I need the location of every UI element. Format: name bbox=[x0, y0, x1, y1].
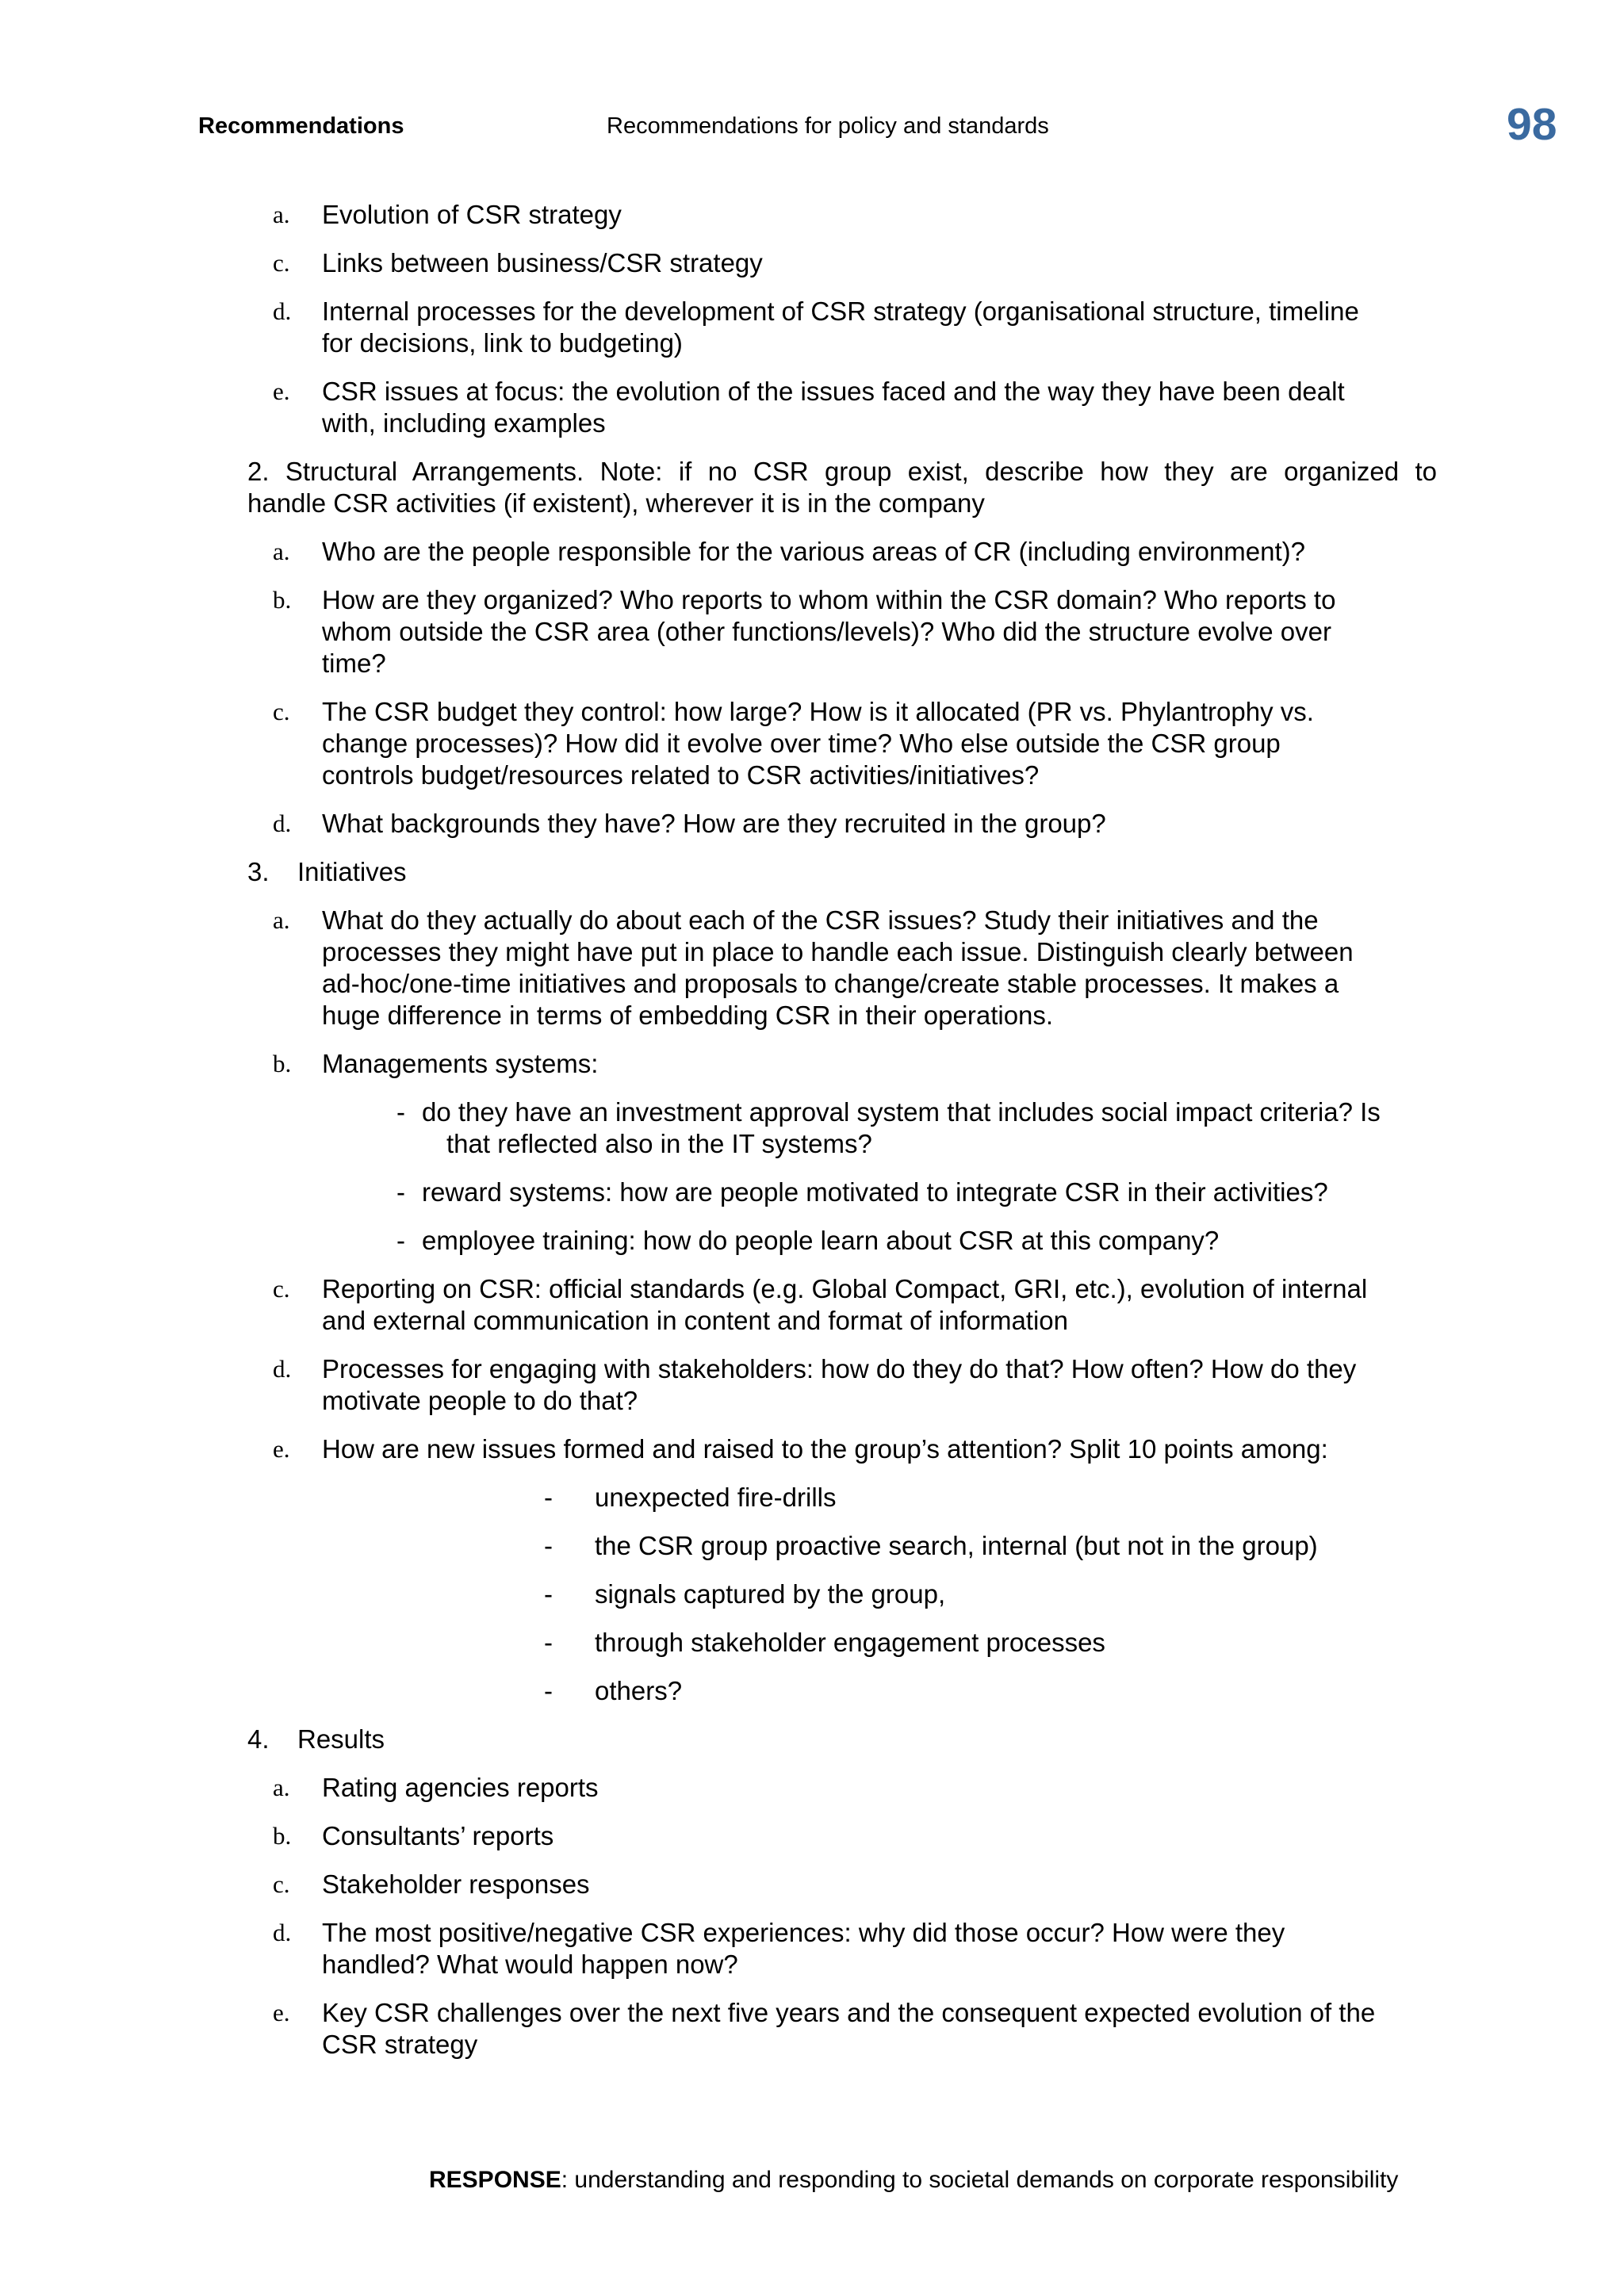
list-item-text: for decisions, link to budgeting) bbox=[322, 328, 683, 358]
section2-item-text: The CSR budget they control: how large? How is it allocated (PR vs. Phylantrophy vs. bbox=[322, 697, 1314, 726]
section4-item-marker: d. bbox=[273, 1919, 292, 1946]
sub-bullet-dash: - bbox=[544, 1579, 553, 1609]
section4-number: 4. bbox=[247, 1724, 270, 1754]
section2-item-text: whom outside the CSR area (other functions/levels)? Who did the structure evolve over bbox=[322, 617, 1331, 646]
section3-item-c-text: and external communication in content and format of information bbox=[322, 1306, 1069, 1335]
section2-heading: handle CSR activities (if existent), wherever it is in the company bbox=[247, 488, 985, 518]
section2-item-text: How are they organized? Who reports to whom within the CSR domain? Who reports to bbox=[322, 585, 1336, 614]
section2-item-text: What backgrounds they have? How are they recruited in the group? bbox=[322, 809, 1106, 838]
list-item-marker: e. bbox=[273, 377, 290, 405]
section3-item-d-text: motivate people to do that? bbox=[322, 1386, 638, 1415]
section2-item-text: time? bbox=[322, 649, 386, 678]
section4-title: Results bbox=[297, 1724, 385, 1754]
sub-bullet-dash: - bbox=[544, 1676, 553, 1705]
sub-bullet-text: signals captured by the group, bbox=[595, 1579, 946, 1609]
section3-item-a-marker: a. bbox=[273, 906, 290, 934]
sub-bullet-text: do they have an investment approval system that includes social impact criteria? Is bbox=[422, 1097, 1381, 1127]
section3-item-b-text: Managements systems: bbox=[322, 1049, 599, 1078]
section4-item-marker: e. bbox=[273, 1999, 290, 2026]
sub-bullet-text: that reflected also in the IT systems? bbox=[446, 1129, 872, 1158]
section3-number: 3. bbox=[247, 857, 270, 886]
list-item-text: CSR issues at focus: the evolution of the issues faced and the way they have been dealt bbox=[322, 377, 1345, 406]
section3-item-c-text: Reporting on CSR: official standards (e.g. Global Compact, GRI, etc.), evolution of internal bbox=[322, 1274, 1368, 1303]
section4-item-text: Stakeholder responses bbox=[322, 1869, 590, 1899]
section2-item-text: change processes)? How did it evolve over time? Who else outside the CSR group bbox=[322, 729, 1281, 758]
list-item-text: with, including examples bbox=[322, 408, 606, 438]
sub-bullet-dash: - bbox=[396, 1177, 405, 1207]
section4-item-marker: b. bbox=[273, 1822, 292, 1850]
section2-item-text: Who are the people responsible for the various areas of CR (including environment)? bbox=[322, 537, 1305, 566]
list-item-marker: d. bbox=[273, 297, 292, 325]
sub-bullet-dash: - bbox=[544, 1628, 553, 1657]
section4-item-text: The most positive/negative CSR experiences: why did those occur? How were they bbox=[322, 1918, 1285, 1947]
section2-item-marker: d. bbox=[273, 809, 292, 837]
section4-item-marker: a. bbox=[273, 1774, 290, 1801]
section4-item-text: Rating agencies reports bbox=[322, 1773, 599, 1802]
sub-bullet-text: reward systems: how are people motivated to integrate CSR in their activities? bbox=[422, 1177, 1328, 1207]
list-item-text: Evolution of CSR strategy bbox=[322, 200, 622, 229]
section3-item-c-marker: c. bbox=[273, 1275, 290, 1303]
section3-item-b-marker: b. bbox=[273, 1050, 292, 1077]
sub-bullet-text: through stakeholder engagement processes bbox=[595, 1628, 1105, 1657]
page-number: 98 bbox=[1507, 99, 1557, 150]
list-item-marker: c. bbox=[273, 249, 290, 277]
section3-item-a-text: ad-hoc/one-time initiatives and proposals to change/create stable processes. It makes a bbox=[322, 969, 1339, 998]
sub-bullet-dash: - bbox=[544, 1483, 553, 1512]
footer bbox=[429, 2167, 1398, 2194]
sub-bullet-dash: - bbox=[396, 1226, 405, 1255]
sub-bullet-text: unexpected fire-drills bbox=[595, 1483, 837, 1512]
header-subsection: Recommendations for policy and standards bbox=[607, 113, 1049, 139]
sub-bullet-text: employee training: how do people learn about CSR at this company? bbox=[422, 1226, 1220, 1255]
section2-item-text: controls budget/resources related to CSR activities/initiatives? bbox=[322, 760, 1040, 790]
section3-item-a-text: processes they might have put in place to handle each issue. Distinguish clearly between bbox=[322, 937, 1354, 966]
section4-item-text: Key CSR challenges over the next five years and the consequent expected evolution of the bbox=[322, 1998, 1376, 2027]
section2-item-marker: b. bbox=[273, 586, 292, 614]
section4-item-text: handled? What would happen now? bbox=[322, 1950, 738, 1979]
section2-item-marker: c. bbox=[273, 698, 290, 725]
section4-item-text: Consultants’ reports bbox=[322, 1821, 554, 1850]
header-section: Recommendations bbox=[198, 113, 404, 139]
section3-item-e-marker: e. bbox=[273, 1435, 290, 1463]
section4-item-text: CSR strategy bbox=[322, 2030, 478, 2059]
list-item-marker: a. bbox=[273, 201, 290, 228]
footer-bold: RESPONSE bbox=[429, 2167, 561, 2193]
sub-bullet-dash: - bbox=[396, 1097, 405, 1127]
section3-item-e-text: How are new issues formed and raised to the group’s attention? Split 10 points among: bbox=[322, 1434, 1328, 1464]
sub-bullet-dash: - bbox=[544, 1531, 553, 1560]
section3-item-d-text: Processes for engaging with stakeholders: how do they do that? How often? How do they bbox=[322, 1354, 1357, 1383]
section2-heading: 2. Structural Arrangements. Note: if no CSR group exist, describe how they are organized to bbox=[247, 457, 1437, 486]
section2-item-marker: a. bbox=[273, 538, 290, 565]
list-item-text: Links between business/CSR strategy bbox=[322, 248, 763, 277]
section3-title: Initiatives bbox=[297, 857, 407, 886]
section3-item-d-marker: d. bbox=[273, 1355, 292, 1383]
list-item-text: Internal processes for the development of CSR strategy (organisational structure, timeline bbox=[322, 297, 1359, 326]
sub-bullet-text: others? bbox=[595, 1676, 683, 1705]
section3-item-a-text: huge difference in terms of embedding CSR in their operations. bbox=[322, 1001, 1054, 1030]
footer-text: : understanding and responding to societal demands on corporate responsibility bbox=[561, 2167, 1399, 2193]
section4-item-marker: c. bbox=[273, 1870, 290, 1898]
sub-bullet-text: the CSR group proactive search, internal (but not in the group) bbox=[595, 1531, 1318, 1560]
section3-item-a-text: What do they actually do about each of the CSR issues? Study their initiatives and the bbox=[322, 905, 1319, 935]
